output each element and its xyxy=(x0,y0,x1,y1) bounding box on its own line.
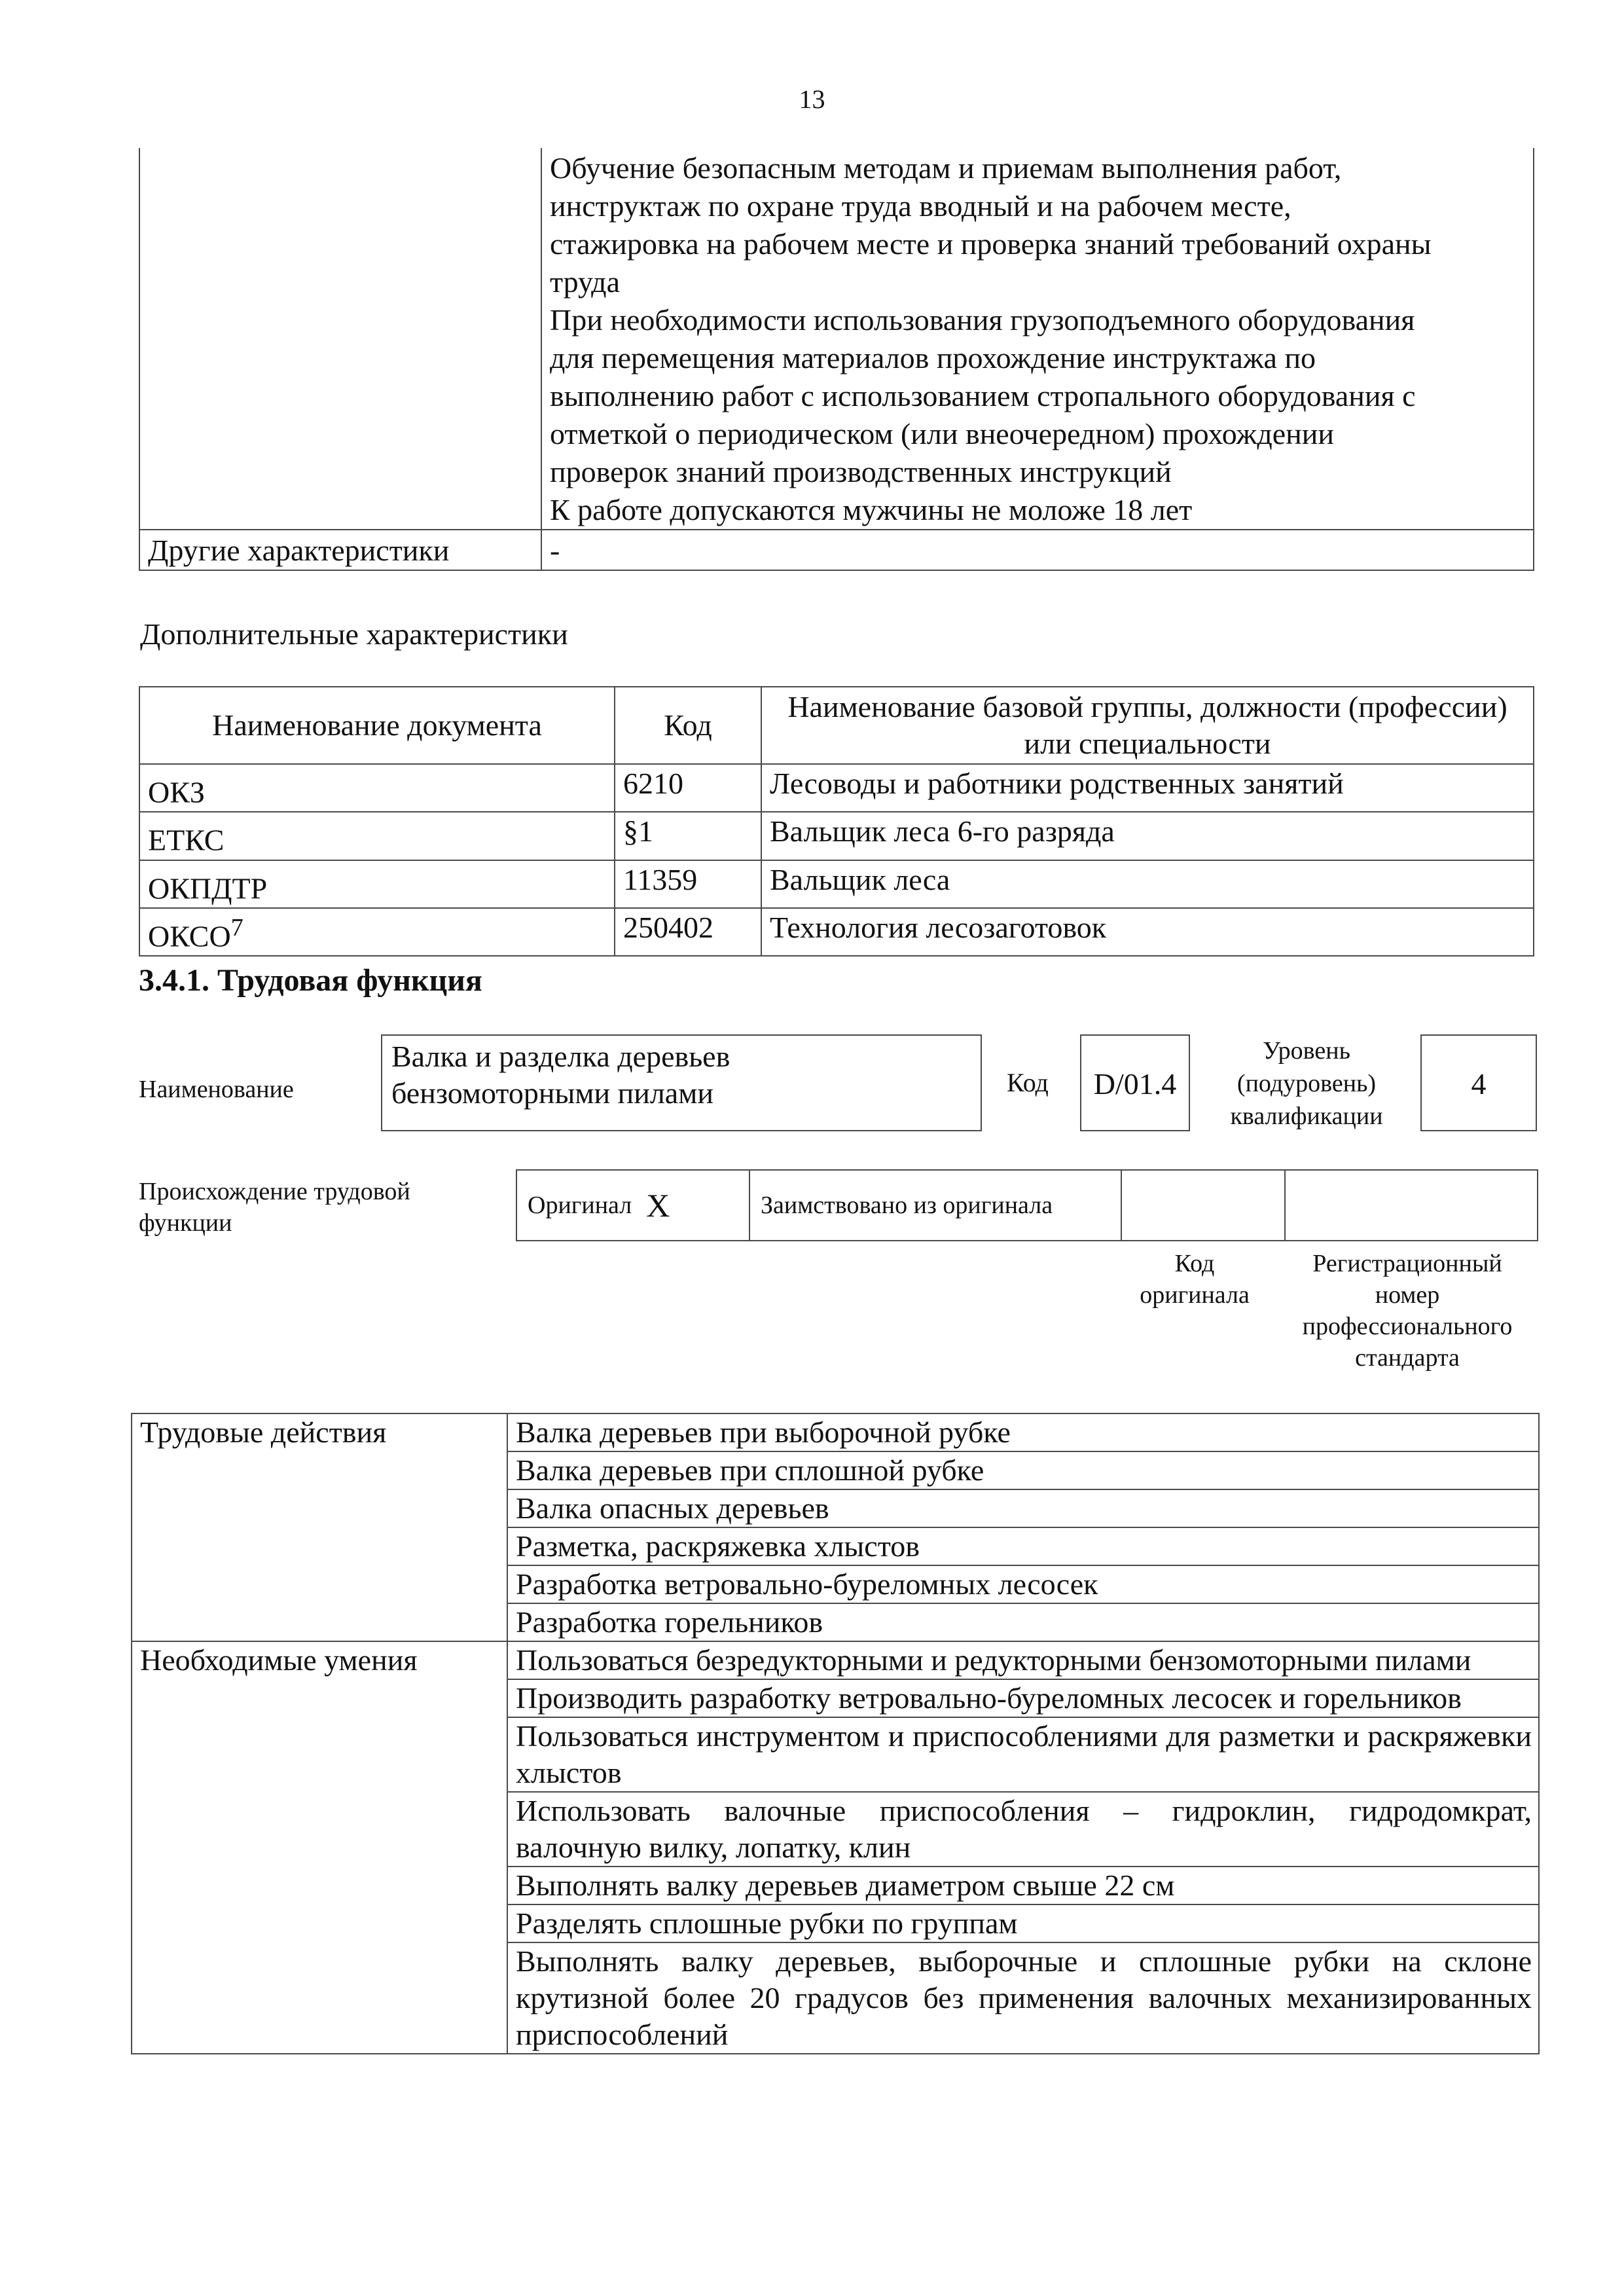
table-row xyxy=(139,908,1534,956)
requirement-line: стажировка на рабочем месте и проверка знаний требований охраны xyxy=(550,227,1432,261)
doc-name: ЕТКС xyxy=(148,823,225,857)
code-cell: §1 xyxy=(615,812,761,860)
requirement-line: Обучение безопасным методам и приемам выполнения работ, xyxy=(550,151,1342,185)
qualification-level-box: 4 xyxy=(1420,1034,1537,1131)
requirement-line: При необходимости использования грузоподъемного оборудования xyxy=(550,303,1415,337)
doc-cell xyxy=(139,908,615,956)
registration-number-caption xyxy=(1276,1248,1538,1374)
header-group-name: Наименование базовой группы, должности (профессии) или специальности xyxy=(761,687,1534,764)
labor-action: Разработка ветровально-буреломных лесосек xyxy=(507,1565,1539,1603)
other-characteristics-label: Другие характеристики xyxy=(139,530,541,570)
doc-name: ОКСО xyxy=(148,919,231,953)
level-label-line: Уровень xyxy=(1263,1037,1350,1065)
labor-action: Разработка горельников xyxy=(507,1603,1539,1641)
code-cell: 250402 xyxy=(615,908,761,956)
required-skill: Производить разработку ветровально-буреломных лесосек и горельников xyxy=(507,1679,1539,1717)
table-row xyxy=(139,860,1534,908)
group-name-cell: Вальщик леса xyxy=(761,860,1534,908)
function-code-label: Код xyxy=(1007,1068,1049,1097)
required-skills-label: Необходимые умения xyxy=(132,1641,507,2054)
requirement-line: отметкой о периодическом (или внеочередном) прохождении xyxy=(550,417,1334,450)
origin-label-line: Происхождение трудовой xyxy=(139,1178,410,1205)
borrowed-cell: Заимствовано из оригинала xyxy=(750,1171,1122,1240)
caption-line: Код xyxy=(1174,1250,1215,1277)
group-name-cell: Лесоводы и работники родственных занятий xyxy=(761,764,1534,812)
requirement-line: К работе допускаются мужчины не моложе 18 лет xyxy=(550,493,1193,526)
original-code-caption xyxy=(1113,1248,1276,1311)
caption-line: номер xyxy=(1375,1281,1440,1309)
table-row xyxy=(139,764,1534,812)
requirement-line: инструктаж по охране труда вводный и на рабочем месте, xyxy=(550,189,1291,223)
labor-action: Разметка, раскряжевка хлыстов xyxy=(507,1527,1539,1565)
labor-action: Валка деревьев при сплошной рубке xyxy=(507,1451,1539,1489)
caption-line: стандарта xyxy=(1355,1344,1460,1372)
registration-number-cell xyxy=(1286,1171,1537,1240)
requirement-line: труда xyxy=(550,265,620,299)
required-skill: Пользоваться безредукторными и редукторными бензомоторными пилами xyxy=(507,1641,1539,1679)
group-name-cell: Технология лесозаготовок xyxy=(761,908,1534,956)
required-skill: Использовать валочные приспособления – гидроклин, гидродомкрат, валочную вилку, лопатку, клин xyxy=(507,1792,1539,1867)
header-document: Наименование документа xyxy=(139,687,615,764)
required-skill: Разделять сплошные рубки по группам xyxy=(507,1904,1539,1942)
code-cell: 11359 xyxy=(615,860,761,908)
origin-label-line: функции xyxy=(139,1209,232,1237)
footnote-mark: 7 xyxy=(230,913,244,941)
requirements-cell xyxy=(541,148,1534,530)
original-code-cell xyxy=(1122,1171,1286,1240)
section-heading: 3.4.1. Трудовая функция xyxy=(139,963,482,998)
group-name-cell: Вальщик леса 6-го разряда xyxy=(761,812,1534,860)
function-name-line: бензомоторными пилами xyxy=(391,1076,713,1110)
original-checkmark: X xyxy=(646,1187,670,1224)
required-skill: Пользоваться инструментом и приспособлениями для разметки и раскряжевки хлыстов xyxy=(507,1717,1539,1792)
header-code: Код xyxy=(615,687,761,764)
level-label-line: квалификации xyxy=(1230,1102,1383,1130)
original-label: Оригинал xyxy=(528,1192,632,1219)
caption-line: профессионального xyxy=(1302,1313,1513,1340)
caption-line: Регистрационный xyxy=(1312,1250,1502,1277)
doc-cell xyxy=(139,812,615,860)
other-characteristics-value: - xyxy=(541,530,1534,570)
required-skill: Выполнять валку деревьев диаметром свыше 22 см xyxy=(507,1867,1539,1904)
function-name-line: Валка и разделка деревьев xyxy=(391,1040,731,1073)
page-number: 13 xyxy=(799,84,825,114)
qualification-level-label xyxy=(1208,1034,1405,1133)
doc-cell xyxy=(139,860,615,908)
code-cell: 6210 xyxy=(615,764,761,812)
origin-row xyxy=(516,1169,1538,1241)
function-code-box: D/01.4 xyxy=(1080,1034,1190,1131)
labor-actions-label: Трудовые действия xyxy=(132,1413,507,1641)
requirement-line: для перемещения материалов прохождение инструктажа по xyxy=(550,341,1316,374)
table-row xyxy=(139,812,1534,860)
doc-cell xyxy=(139,764,615,812)
origin-label xyxy=(139,1176,479,1239)
doc-name: ОКЗ xyxy=(148,775,205,809)
function-name-box xyxy=(381,1034,982,1131)
labor-action: Валка опасных деревьев xyxy=(507,1489,1539,1527)
labor-action: Валка деревьев при выборочной рубке xyxy=(507,1413,1539,1451)
doc-name: ОКПДТР xyxy=(148,871,268,905)
requirement-line: выполнению работ с использованием стропального оборудования с xyxy=(550,379,1416,412)
requirement-line: проверок знаний производственных инструкций xyxy=(550,455,1172,488)
function-name-label: Наименование xyxy=(139,1076,294,1103)
additional-characteristics-title: Дополнительные характеристики xyxy=(140,617,568,651)
blank-label-cell xyxy=(139,148,541,530)
requirements-table xyxy=(139,148,1534,571)
actions-skills-table xyxy=(131,1413,1540,2054)
level-label-line: (подуровень) xyxy=(1236,1070,1377,1097)
caption-line: оригинала xyxy=(1140,1281,1250,1309)
original-cell xyxy=(517,1171,750,1240)
required-skill: Выполнять валку деревьев, выборочные и сплошные рубки на склоне крутизной более 20 градусов без применения валочных механизированных приспособлений xyxy=(507,1942,1539,2054)
classifier-table xyxy=(139,686,1534,957)
